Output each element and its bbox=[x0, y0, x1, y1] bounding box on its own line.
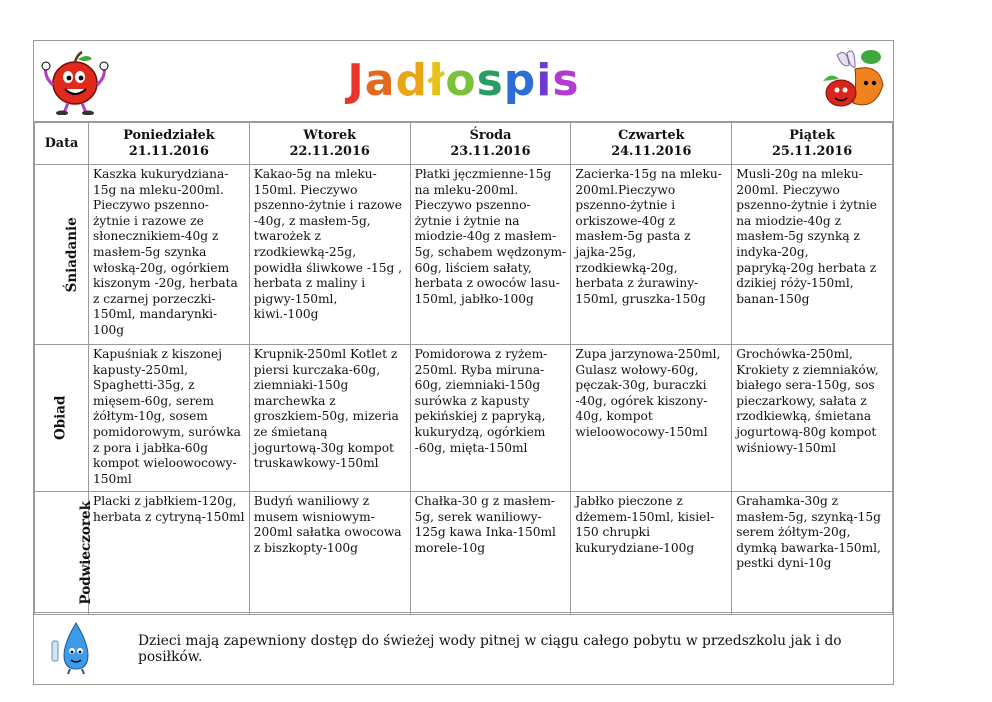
table-header-row bbox=[35, 123, 893, 165]
meal-cell: Grahamka-30g z masłem-5g, szynką-15g serem żółtym-20g, dymką bawarka-150ml, pestki dyni-10g bbox=[732, 492, 893, 615]
day-header: Piątek 25.11.2016 bbox=[732, 123, 893, 165]
meal-cell: Jabłko pieczone z dżemem-150ml, kisiel-150 chrupki kukurydziane-100g bbox=[571, 492, 732, 615]
meal-cell: Grochówka-250ml, Krokiety z ziemniaków, białego sera-150g, sos pieczarkowy, sałata z rzodkiewką, śmietana jogurtową-80g kompot wiśniowy-150ml bbox=[732, 345, 893, 492]
day-header: Środa 23.11.2016 bbox=[410, 123, 571, 165]
water-note: Dzieci mają zapewniony dostęp do świeżej wody pitnej w ciągu całego pobytu w przedszkolu jak i do posiłków. bbox=[138, 633, 842, 665]
meal-cell: Pomidorowa z ryżem-250ml. Ryba miruna-60g, ziemniaki-150g surówka z kapusty pekińskiej z papryką, kukurydzą, ogórkiem -60g, mięta-150ml bbox=[410, 345, 571, 492]
title-letter: d bbox=[395, 55, 428, 106]
title-letter: p bbox=[503, 55, 537, 106]
title-letter: a bbox=[364, 55, 396, 106]
meal-cell: Zacierka-15g na mleku-200ml.Pieczywo pszenno-żytnie i orkiszowe-40g z masłem-5g pasta z jajka-25g, rzodkiewką-20g, herbata z żurawiny-150ml, gruszka-150g bbox=[571, 165, 732, 345]
meal-table bbox=[34, 122, 893, 615]
menu-sheet bbox=[33, 40, 894, 685]
meal-cell: Kaszka kukurydziana-15g na mleku-200ml. Pieczywo pszenno-żytnie i razowe ze słonecznikiem-40g z masłem-5g szynka włoską-20g, ogórkiem kiszonym -20g, herbata z czarnej porzeczki-150ml, mandarynki-100g bbox=[89, 165, 250, 345]
header bbox=[34, 41, 893, 122]
title-letter: o bbox=[445, 55, 477, 106]
day-header: Czwartek 24.11.2016 bbox=[571, 123, 732, 165]
meal-cell: Budyń waniliowy z musem wisniowym-200ml sałatka owocowa z biszkopty-100g bbox=[249, 492, 410, 615]
meal-label: Śniadanie bbox=[35, 165, 89, 345]
water-drop-icon bbox=[48, 619, 94, 675]
meal-cell: Kakao-5g na mleku-150ml. Pieczywo pszenno-żytnie i razowe -40g, z masłem-5g, twarożek z rzodkiewką-25g, powidła śliwkowe -15g , herbata z maliny i pigwy-150ml, kiwi.-100g bbox=[249, 165, 410, 345]
table-row bbox=[35, 492, 893, 615]
title-letter: s bbox=[552, 55, 580, 106]
meal-cell: Musli-20g na mleku-200ml. Pieczywo pszenno-żytnie i żytnie na miodzie-40g z masłem-5g szynką z indyka-20g, papryką-20g herbata z dzikiej róży-150ml, banan-150g bbox=[732, 165, 893, 345]
meal-cell: Kapuśniak z kiszonej kapusty-250ml, Spaghetti-35g, z mięsem-60g, serem żółtym-10g, sosem pomidorowym, surówka z pora i jabłka-60g kompot wieloowocowy-150ml bbox=[89, 345, 250, 492]
meal-cell: Placki z jabłkiem-120g, herbata z cytryną-150ml bbox=[89, 492, 250, 615]
title-letter: s bbox=[476, 55, 504, 106]
meal-cell: Krupnik-250ml Kotlet z piersi kurczaka-60g, ziemniaki-150g marchewka z groszkiem-50g, mizeria ze śmietaną jogurtową-30g kompot truskawkowy-150ml bbox=[249, 345, 410, 492]
table-row bbox=[35, 165, 893, 345]
meal-label: Obiad bbox=[35, 345, 89, 492]
title-letter: i bbox=[536, 55, 553, 106]
vegetables-icon bbox=[817, 45, 887, 117]
day-header: Wtorek 22.11.2016 bbox=[249, 123, 410, 165]
meal-cell: Chałka-30 g z masłem-5g, serek waniliowy-125g kawa Inka-150ml morele-10g bbox=[410, 492, 571, 615]
title-letter: J bbox=[347, 55, 365, 106]
footer bbox=[34, 612, 893, 684]
title-letter: ł bbox=[428, 55, 446, 106]
meal-cell: Płatki jęczmienne-15g na mleku-200ml. Pieczywo pszenno-żytnie i żytnie na miodzie-40g z masłem-5g, schabem wędzonym-60g, liściem sałaty, herbata z owoców lasu-150ml, jabłko-100g bbox=[410, 165, 571, 345]
table-row bbox=[35, 345, 893, 492]
date-column-header: Data bbox=[35, 123, 89, 165]
meal-label: Podwieczorek bbox=[35, 492, 89, 615]
meal-cell: Zupa jarzynowa-250ml, Gulasz wołowy-60g, pęczak-30g, buraczki -40g, ogórek kiszony-40g, kompot wieloowocowy-150ml bbox=[571, 345, 732, 492]
day-header: Poniedziałek 21.11.2016 bbox=[89, 123, 250, 165]
page-title bbox=[34, 55, 893, 106]
